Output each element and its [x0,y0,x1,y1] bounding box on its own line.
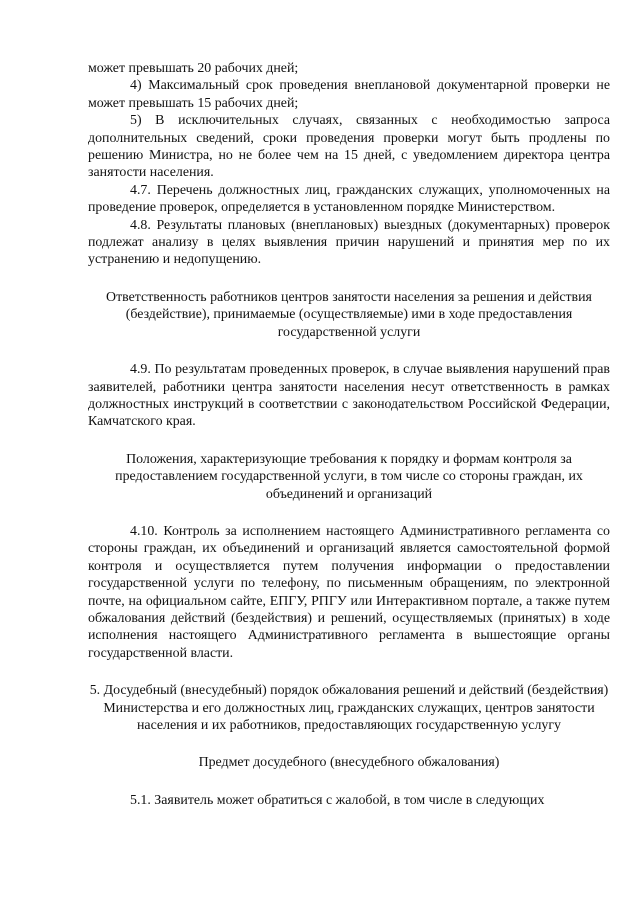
heading-subject: Предмет досудебного (внесудебного обжалования) [198,755,500,771]
paragraph-item-5: 5) В исключительных случаях, связанных с необходимостью запроса дополнительных сведений, сроки проведения проверки могут быть продлены по решению Министра, но не более чем на 15 дней, с уведомлением директора центра занятости населения. [88,113,610,181]
heading-control: Положения, характеризующие требования к порядку и формам контроля за предоставлением государственной услуги, в том числе со стороны граждан, их объединений и организаций [115,451,583,502]
paragraph-item-4: 4) Максимальный срок проведения внеплановой документарной проверки не может превышать 15 рабочих дней; [88,78,610,111]
spacer [88,772,610,792]
spacer [88,341,610,361]
paragraph-4-10: 4.10. Контроль за исполнением настоящего Административного регламента со стороны граждан, их объединений и организаций является самостоятельной формой контроля и осуществляется путем получения информации о предоставлении государственной услуги по телефону, по письменным обращениям, по электронной почте, на официальном сайте, ЕПГУ, РПГУ или Интерактивном портале, а также путем обжалования действий (бездействия) и решений, осуществляемых (принятых) в ходе исполнения настоящего Административного регламента в вышестоящие органы государственной власти. [88,523,610,661]
spacer [88,269,610,289]
paragraph-4-7: 4.7. Перечень должностных лиц, гражданских служащих, уполномоченных на проведение проверок, определяется в установленном порядке Министерством. [88,182,610,216]
paragraph-4-9: 4.9. По результатам проведенных проверок, в случае выявления нарушений прав заявителей, работники центра занятости населения несут ответственность в рамках должностных инструкций в соответствии с законодательством Российской Федерации, Камчатского края. [88,362,610,430]
heading-responsibility: Ответственность работников центров занятости населения за решения и действия (бездействие), принимаемые (осуществляемые) ими в ходе предоставления государственной услуги [106,289,592,340]
paragraph-5-1: 5.1. Заявитель может обратиться с жалобой, в том числе в следующих [130,792,545,808]
paragraph-continuation: может превышать 20 рабочих дней; [88,61,299,76]
heading-section-5: 5. Досудебный (внесудебный) порядок обжалования решений и действий (бездействия) Министерства и его должностных лиц, гражданских служащих, центров занятости населения и их работников, предоставляющих государственную услугу [89,683,609,733]
spacer [88,734,610,754]
document-page [88,60,610,809]
spacer [88,662,610,682]
paragraph-4-8: 4.8. Результаты плановых (внеплановых) выездных (документарных) проверок подлежат анализу в целях выявления причин нарушений и принятия мер по их устранению и недопущению. [88,217,610,268]
spacer [88,503,610,523]
spacer [88,431,610,451]
